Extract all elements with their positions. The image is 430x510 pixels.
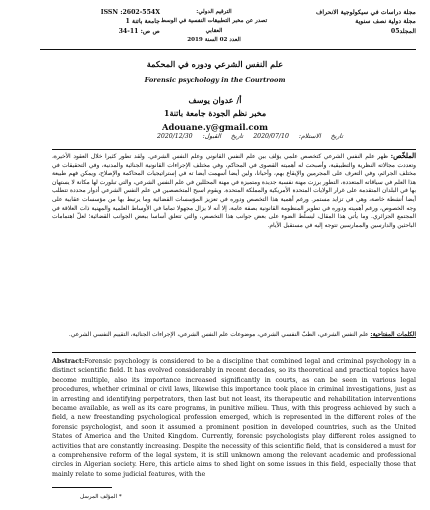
journal-name: مجلة دراسات في سيكولوجية الانحراف [315, 9, 416, 16]
issn-label: الترقيم الدولي: [196, 9, 232, 15]
university-name: جامعة باتنة 1 [125, 18, 160, 26]
abstract-top-divider [52, 149, 416, 150]
journal-header-right [266, 8, 416, 36]
arabic-abstract-heading: الملخّص: [390, 152, 417, 160]
journal-frequency: مجلة دولية نصف سنوية [355, 18, 416, 26]
article-title-english: Forensic psychology in the Courtroom [144, 76, 286, 84]
arabic-abstract-text: ظهر علم النفس الشرعي كتخصص علمي يؤلف بين علم النفس القانوني وعلم النفس الشرعي. ولقد تطور كثيرا خلال العقود الأخيرة، وتعددت مجالاته النظرية والتطبيقية، وأصبحت له أهميته القصوى في المحاكم، وفي مختلف الإجراءات القانونية الجنائية والمدنية، وفي التحقيقات في مختلف الجرائم، وفي التعرف على المجرمين والإيقاع بهم، وأحيانا، ولين أيضا أسهمت أيضا ته في إستراتيجيات المحاكمة والإصلاح، ويمكن فهم طبيعة هذا العلم في سياقاته المتعددة، التطور برزت مهنة نفسية جديدة ومتميزة في مهنة المحللين في علم النفس الشرعي، والتي تبلورت لها مكانة لا يستهان بها في البلدان المتقدمة على غرار الولايات المتحدة الأمريكية والمملكة المتحدة. ويقوم اسيح المتخصصين في علم النفس الشرعي أدوار محددة تتطلب أيضا أنشطة خاصة، وهي في تزايد مستمر. ورغم أهمية هذا التخصص ودوره في تعزيز المؤسسات القضائية وما يرتبط بها من مؤسسات عقابية على وجه الخصوص، ورغم أهميته ودوره في تطوير المنظومة القانونية بصفة عامة، إلا أنه لا يزال مجهولا تماما في الأوساط العلمية والمهنية ذات العلاقة في المجتمع الجزائري. وما يأتي هذا المقال، ليسلّط الضوء على بعض جوانب هذا التخصص، والتي تتعلق أساسا ببعض الجوانب القضائية؛ لعلّ اهتمامات الباحثين والدارسين والممارسين تتوجه إليه في مستقبل الأيام. [52, 154, 416, 229]
journal-header-left [40, 8, 160, 36]
journal-header-middle [158, 8, 270, 45]
header-divider [40, 49, 416, 50]
journal-volume: المجلد05 [390, 27, 416, 35]
article-dates [110, 133, 390, 140]
article-title-arabic: علم النفس الشرعي ودوره في المحكمة [146, 59, 284, 69]
author-email[interactable]: Adouane.y@gmail.com [161, 122, 268, 132]
footnote-corresponding-author: * المؤلف المرسل [80, 494, 122, 500]
english-abstract-heading: Abstract: [52, 358, 85, 365]
arabic-keywords-heading: الكلمات المفتاحية: [370, 331, 416, 338]
accepted-date: تاريخ القبول: 2020/12/30 [156, 133, 244, 140]
author-name: أ/ عدوان يوسف [188, 95, 242, 105]
issue-year: العدد 02 السنة 2019 [187, 36, 241, 43]
arabic-keywords-text: علم النفس الشرعي، الطبّ النفسي الشرعي، موضوعات علم النفس الشرعي، الإجراءات الجنائية، التقييم النفسي الشرعي. [68, 332, 369, 338]
arabic-keywords [52, 331, 416, 340]
issn-number: ISSN :2602-554X [100, 9, 160, 16]
english-abstract [52, 357, 416, 479]
abstract-divider [52, 352, 416, 353]
arabic-abstract [52, 152, 416, 230]
footnote-rule [52, 487, 112, 488]
author-affiliation: مخبر نظم الجودة جامعة باتنة1 [163, 108, 267, 118]
received-date: تاريخ الاستلام: 2020/07/10 [253, 133, 344, 140]
english-abstract-text: Forensic psychology is considered to be a discipline that combined legal and criminal psychology in a distinct scientific field. It has evolved considerably in recent decades, so its theoretical and practical topics have become multiple, also its importance increased significantly in courts, as can be seen in various legal procedures, whether criminal or civil laws, likewise this importance took place in criminal investigations, just as in arresting and identifying perpetrators, then last but not least, its therapeutic and rehabilitation interventions became available, as well as its care programs, in punitive milieu. Thus, with this progress achieved by such a field, a new freestanding psychological profession emerged, which is represented in the different roles of the forensic psychologist, and soon it assumed a prominent position in developed countries, such as the United States of America and the United Kingdom. Currently, forensic psychologists play different roles assigned to activities that are constantly increasing. Despite the necessity of this scientific field, that is considered a must for a comprehensive reform of the legal system, it is still unknown among the relevant academic and professional circles in Algerian society. Here, this article aims to shed light on some issues in this field, especially those that mainly relate to some judicial features, with the [52, 358, 416, 478]
publisher-lab: تصدر عن مخبر التطبيقات النفسية في الوسط العقابي [160, 18, 268, 34]
page-range: ص ص: 11-34 [118, 27, 160, 35]
